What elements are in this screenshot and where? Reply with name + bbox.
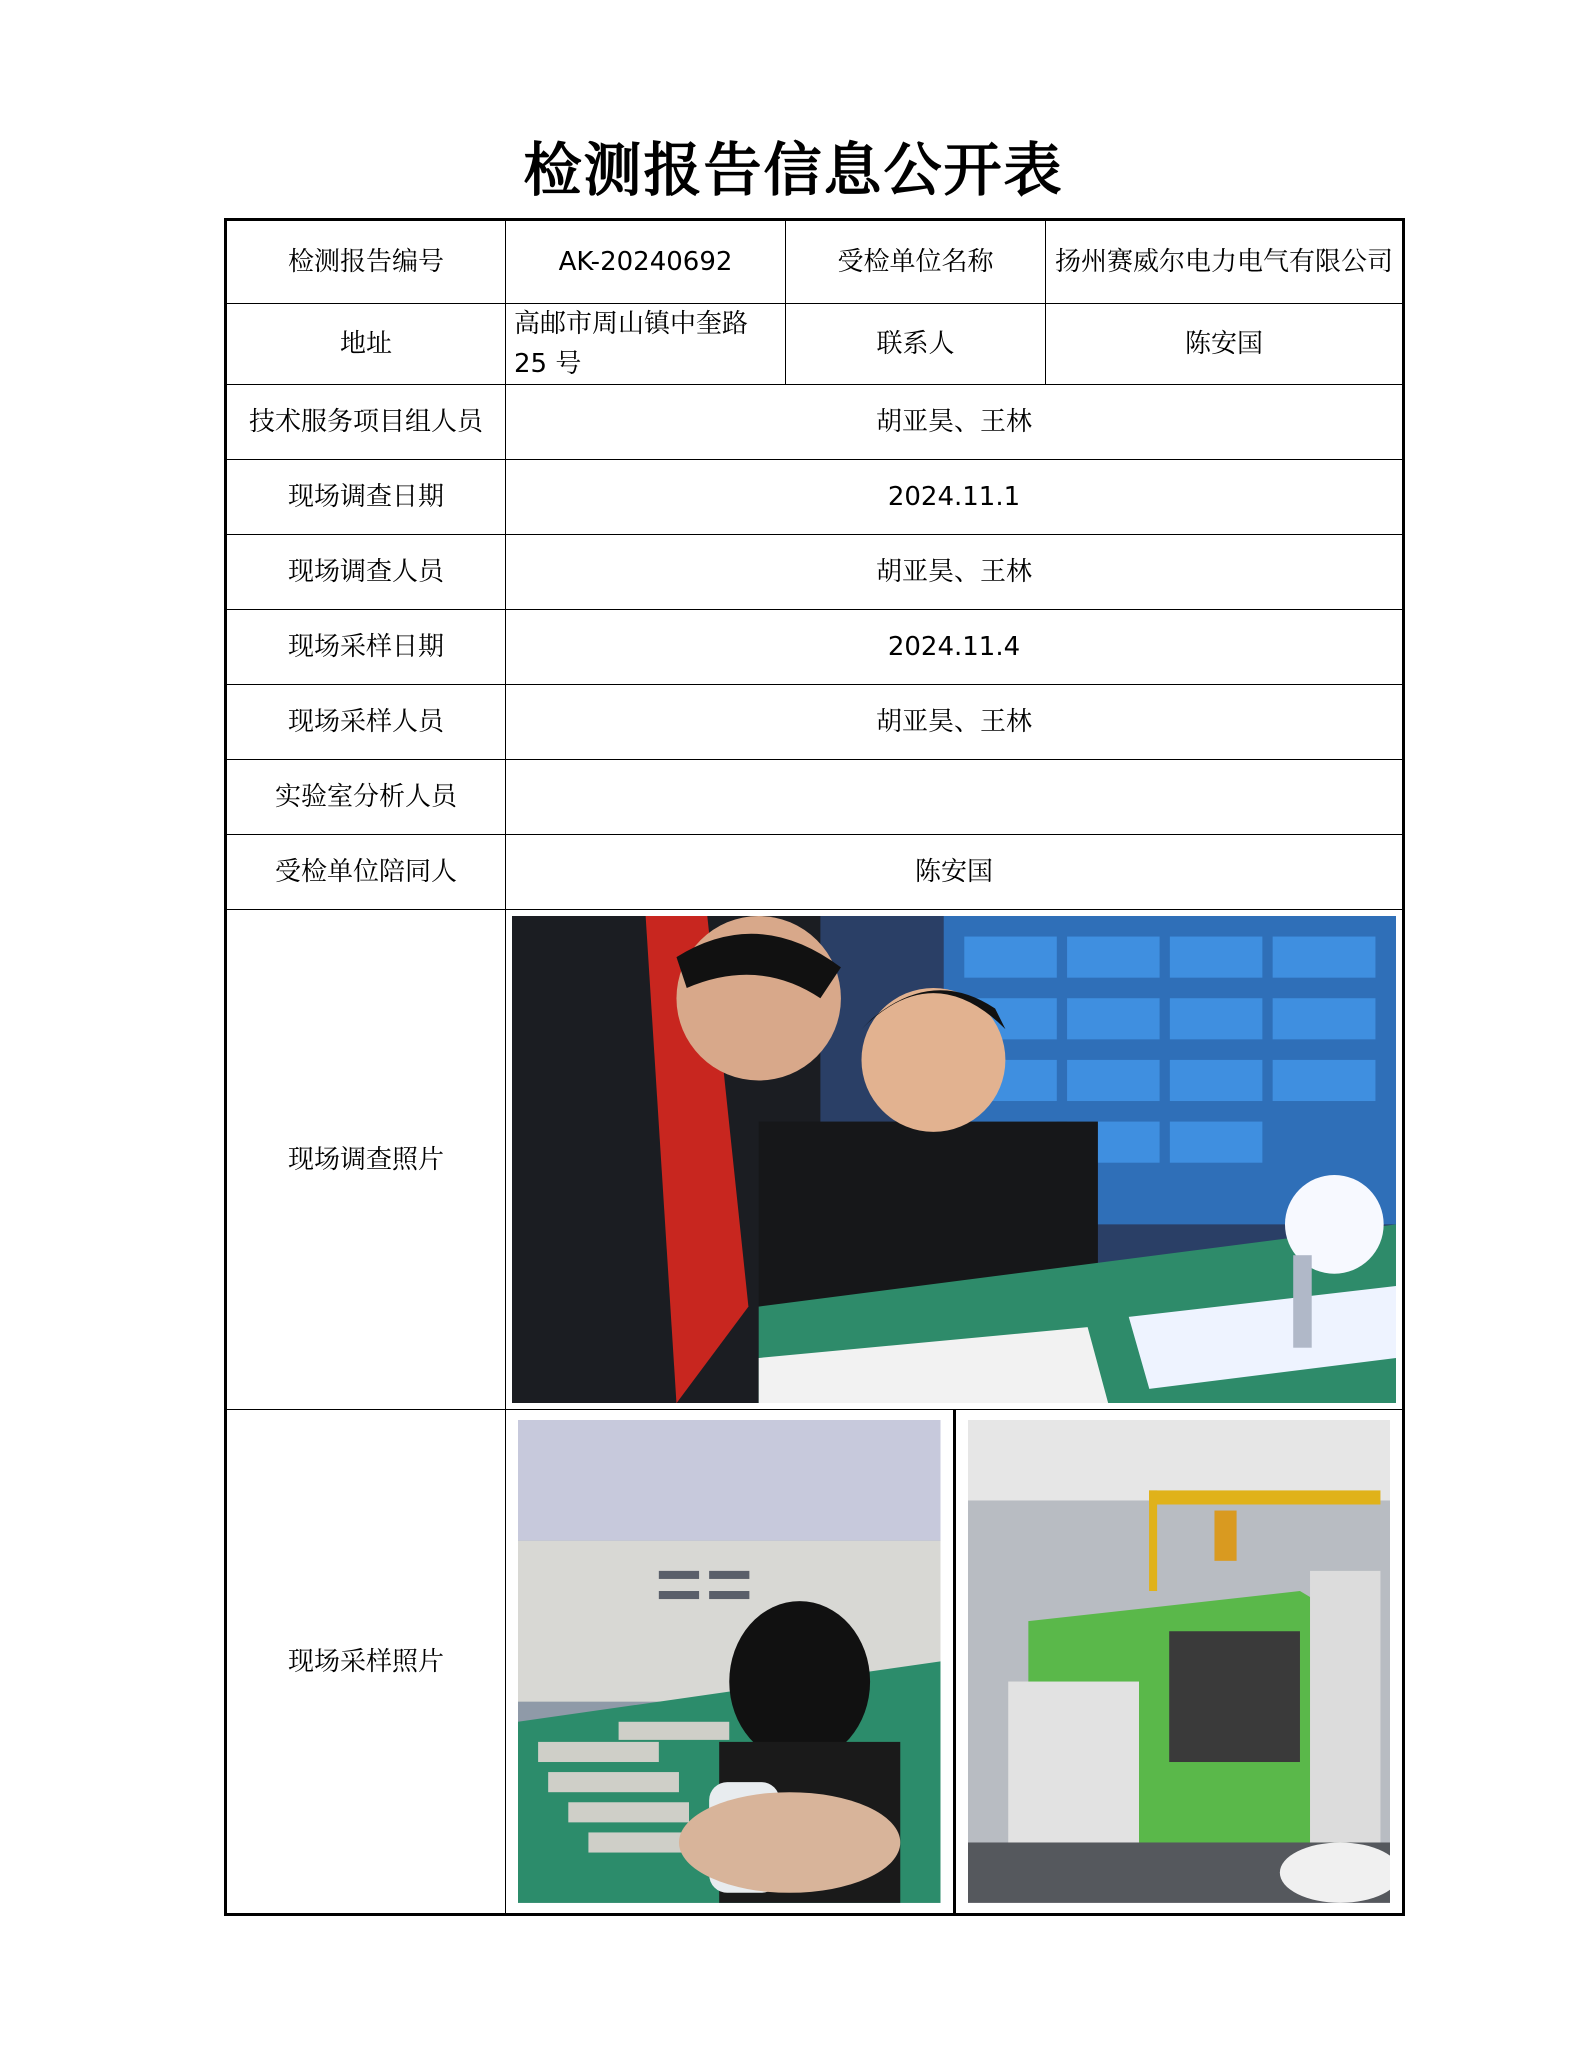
page-title: 检测报告信息公开表 (523, 136, 1064, 204)
table-row (226, 1410, 1404, 1915)
table-row (226, 760, 1404, 835)
report-table (224, 218, 1405, 1916)
survey-photo-label: 现场调查照片 (226, 910, 506, 1410)
sampling-date-value: 2024.11.4 (506, 610, 1404, 685)
sampling-photo-right (968, 1420, 1391, 1903)
unit-name-value: 扬州赛威尔电力电气有限公司 (1046, 220, 1404, 304)
address-value: 高邮市周山镇中奎路 25 号 (506, 304, 786, 385)
lab-staff-value (506, 760, 1404, 835)
survey-photo-cell (506, 910, 1404, 1410)
escort-value: 陈安国 (506, 835, 1404, 910)
survey-date-value: 2024.11.1 (506, 460, 1404, 535)
survey-staff-label: 现场调查人员 (226, 535, 506, 610)
table-row (226, 220, 1404, 304)
table-row (226, 835, 1404, 910)
team-value: 胡亚昊、王林 (506, 385, 1404, 460)
report-no-label: 检测报告编号 (226, 220, 506, 304)
table-row (226, 385, 1404, 460)
sampling-date-label: 现场采样日期 (226, 610, 506, 685)
table-row (226, 460, 1404, 535)
survey-date-label: 现场调查日期 (226, 460, 506, 535)
sampling-staff-label: 现场采样人员 (226, 685, 506, 760)
contact-label: 联系人 (786, 304, 1046, 385)
sampling-photo-cell (506, 1410, 1404, 1915)
team-label: 技术服务项目组人员 (226, 385, 506, 460)
survey-photo (512, 916, 1396, 1403)
sampling-staff-value: 胡亚昊、王林 (506, 685, 1404, 760)
sampling-photo-label: 现场采样照片 (226, 1410, 506, 1915)
lab-staff-label: 实验室分析人员 (226, 760, 506, 835)
table-row (226, 910, 1404, 1410)
sampling-photo-left (518, 1420, 941, 1903)
unit-name-label: 受检单位名称 (786, 220, 1046, 304)
report-no-value: AK-20240692 (506, 220, 786, 304)
table-row (226, 610, 1404, 685)
escort-label: 受检单位陪同人 (226, 835, 506, 910)
table-row (226, 304, 1404, 385)
table-row (226, 535, 1404, 610)
table-row (226, 685, 1404, 760)
contact-value: 陈安国 (1046, 304, 1404, 385)
address-label: 地址 (226, 304, 506, 385)
survey-staff-value: 胡亚昊、王林 (506, 535, 1404, 610)
